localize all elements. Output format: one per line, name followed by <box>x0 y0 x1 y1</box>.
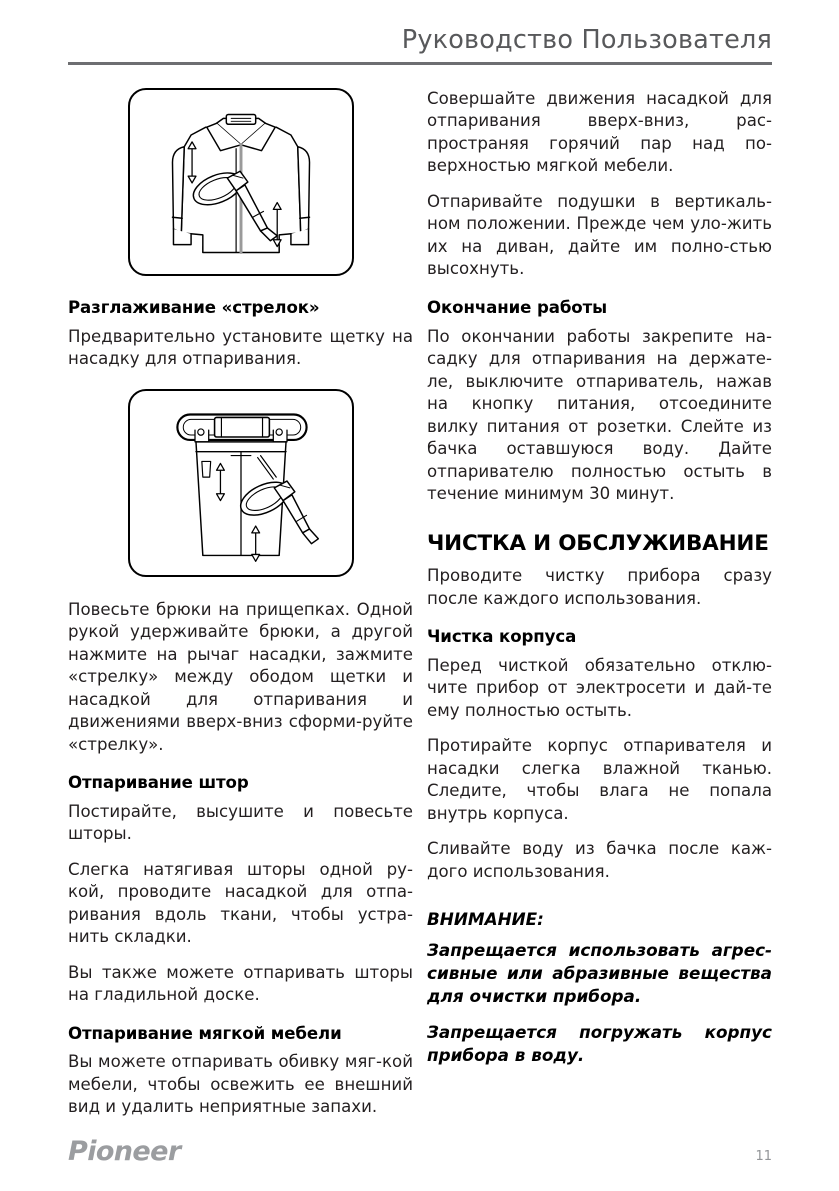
page-number: 11 <box>755 1149 772 1164</box>
warning-title: ВНИМАНИЕ: <box>427 909 544 930</box>
paragraph-clean-after-each-use: Проводите чистку прибора сразу после каждого использования. <box>427 566 772 608</box>
header-title: Руководство Пользователя <box>401 25 772 55</box>
paragraph-upholstery-refresh: Вы можете отпаривать обивку мяг-кой мебели, чтобы освежить ее внешний вид и удалить неприятные запахи. <box>68 1052 413 1117</box>
shirt-steaming-illustration <box>128 88 354 276</box>
paragraph-unplug-before-cleaning: Перед чисткой обязательно отклю-чите прибор от электросети и дай-те ему полностью остыть. <box>427 655 772 720</box>
heading-upholstery: Отпаривание мягкой мебели <box>68 1023 342 1043</box>
page-footer <box>68 1136 772 1167</box>
paragraph-drain-water: Сливайте воду из бачка после каж-дого использования. <box>427 839 772 881</box>
paragraph-wash-dry-hang: Постирайте, высушите и повесьте шторы. <box>68 801 413 844</box>
paragraph-ironing-board: Вы также можете отпаривать шторы на гладильной доске. <box>68 962 413 1005</box>
heading-creases: Разглаживание «стрелок» <box>68 298 320 317</box>
warning-no-abrasives: Запрещается использовать агрес-сивные или абразивные вещества для очистки прибора. <box>427 939 772 1006</box>
paragraph-preinstall-brush: Предварительно установите щетку на насадку для отпаривания. <box>68 326 413 369</box>
figure-trousers-wrap <box>68 389 413 577</box>
right-column <box>427 88 772 1067</box>
paragraph-shutdown-procedure: По окончании работы закрепите на-садку для отпаривания на держате-ле, выключите отпариватель, нажав на кнопку питания, отсоедините вилку питания от розетки. Слейте из бачка оставшуюся воду. Дайте отпаривателю полностью остыть в течение минимум 30 минут. <box>427 326 772 503</box>
paragraph-stretch-curtains: Слегка натягивая шторы одной ру-кой, проводите насадкой для отпа-ривания вдоль ткани, чтобы устра-нить складки. <box>68 859 413 947</box>
trousers-steaming-illustration <box>128 389 354 577</box>
paragraph-trousers-instructions: Повесьте брюки на прищепках. Одной рукой удерживайте брюки, а другой нажмите на рычаг насадки, зажмите «стрелку» между ободом щетки и насадкой для отпаривания и движениями вверх-вниз сформи-руйте «стрелку». <box>68 599 413 754</box>
section-heading-cleaning-maintenance: ЧИСТКА И ОБСЛУЖИВАНИЕ <box>427 531 769 557</box>
paragraph-wipe-with-damp-cloth: Протирайте корпус отпаривателя и насадки слегка влажной тканью. Следите, чтобы влага не попала внутрь корпуса. <box>427 736 772 823</box>
heading-curtains: Отпаривание штор <box>68 773 249 793</box>
paragraph-nozzle-motion: Совершайте движения насадкой для отпаривания вверх-вниз, рас-пространяя горячий пар над по-верхностью мягкой мебели. <box>427 89 772 176</box>
paragraph-pillows-vertical: Отпаривайте подушки в вертикаль-ном положении. Прежде чем уло-жить их на диван, дайте им полно-стью высохнуть. <box>427 191 772 279</box>
heading-finishing-work: Окончание работы <box>427 297 608 317</box>
header-divider <box>68 62 772 65</box>
warning-no-immersion: Запрещается погружать корпус прибора в воду. <box>427 1021 772 1065</box>
heading-housing-cleaning: Чистка корпуса <box>427 627 577 647</box>
page-header <box>68 26 772 65</box>
brand-logo-pioneer: Pioneer <box>68 1136 181 1167</box>
left-column <box>68 88 413 1119</box>
figure-shirt-wrap <box>68 88 413 276</box>
